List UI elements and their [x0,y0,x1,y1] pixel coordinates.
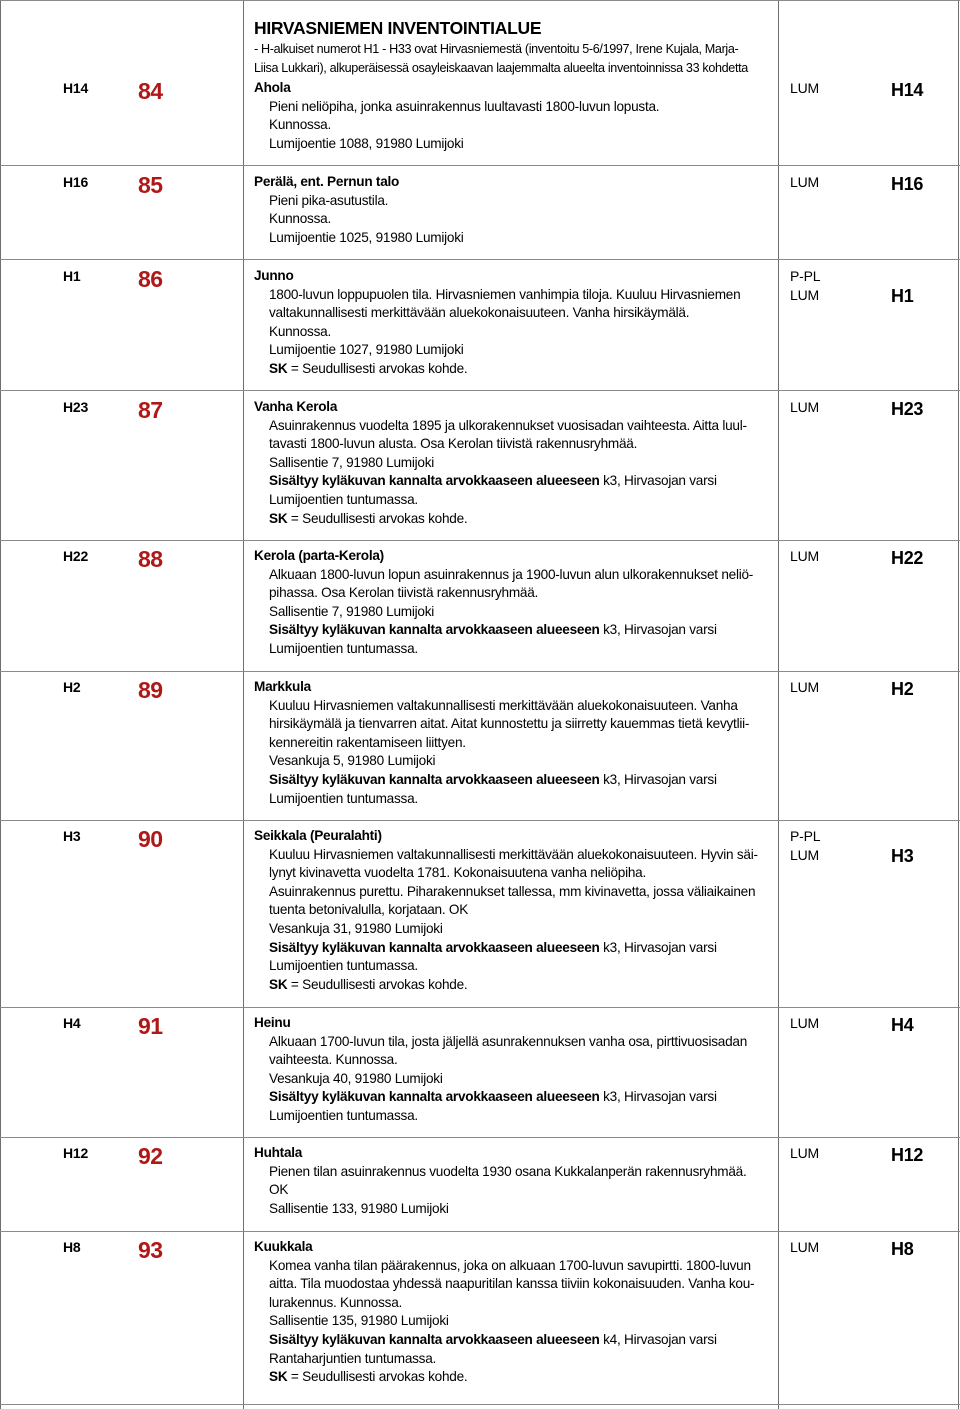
description-line: Vesankuja 40, 91980 Lumijoki [269,1070,443,1086]
area-code-right: H23 [891,399,924,419]
object-name: Markkula [254,679,311,694]
area-code: H14 [63,80,89,96]
area-code: H12 [63,1145,89,1161]
object-number: 84 [138,78,163,104]
row-divider [0,540,960,541]
section-header [254,16,768,77]
description-line: Asuinrakennus vuodelta 1895 ja ulkorakennukset vuosisadan vaihteesta. Aitta luul- [269,417,747,433]
object-number: 93 [138,1237,163,1263]
plan-class: LUM [790,1015,819,1031]
object-number: 86 [138,266,163,292]
area-code: H1 [63,268,81,284]
bold-lead: SK [269,510,288,526]
description-line: Lumijoentien tuntumassa. [269,640,418,656]
row-divider [0,390,960,391]
object-number: 87 [138,397,163,423]
description-line: Kuuluu Hirvasniemen valtakunnallisesti merkittävään aluekokonaisuuteen. Vanha [269,697,738,713]
description-line: SK = Seudullisesti arvokas kohde. [269,976,468,992]
area-code: H3 [63,828,81,844]
description-line: SK = Seudullisesti arvokas kohde. [269,1369,468,1385]
description-line: Sisältyy kyläkuvan kannalta arvokkaaseen alueeseen k3, Hirvasojan varsi [269,473,717,489]
description-line: hirsikäymälä ja tienvarren aitat. Aitat kunnostettu ja siirretty kauemmas tietä kevytlii- [269,716,750,732]
plan-class: LUM [790,174,819,190]
object-name: Kuukkala [254,1239,313,1254]
description-line: Pieni pika-asutustila. [269,192,389,208]
object-name: Seikkala (Peuralahti) [254,828,382,843]
description-line: Sallisentie 133, 91980 Lumijoki [269,1200,449,1216]
object-name: Perälä, ent. Pernun talo [254,174,400,189]
description-line: Sallisentie 7, 91980 Lumijoki [269,454,435,470]
description-line: Lumijoentie 1088, 91980 Lumijoki [269,135,464,151]
column-divider [778,0,779,1409]
description-line: pihassa. Osa Kerolan tiivistä rakennusryhmää. [269,585,539,601]
description-line: Sisältyy kyläkuvan kannalta arvokkaaseen alueeseen k3, Hirvasojan varsi [269,939,717,955]
area-code-right: H14 [891,80,924,100]
bold-lead: SK [269,360,288,376]
description-line: tavasti 1800-luvun alusta. Osa Kerolan tiivistä rakennusryhmää. [269,436,638,452]
plan-class: LUM [790,548,819,564]
description-line: tuenta betonivalulla, korjataan. OK [269,902,469,918]
plan-class: P-PL [790,828,821,844]
plan-class: LUM [790,399,819,415]
bold-lead: Sisältyy kyläkuvan kannalta arvokkaaseen alueeseen [269,771,600,787]
object-name: Huhtala [254,1145,303,1160]
table-border-right [958,0,959,1409]
object-description [254,173,768,247]
object-number: 91 [138,1013,163,1039]
description-line: Lumijoentie 1025, 91980 Lumijoki [269,229,464,245]
row-divider [0,820,960,821]
description-line: Sisältyy kyläkuvan kannalta arvokkaaseen alueeseen k4, Hirvasojan varsi [269,1331,717,1347]
description-line: lynyt kivinavetta vuodelta 1781. Kokonaisuutena vanha neliöpiha. [269,865,646,881]
description-line: Alkuaan 1700-luvun tila, josta jäljellä asunrakennuksen vanha osa, pirttivuosisadan [269,1033,748,1049]
description-line: Kunnossa. [269,211,331,227]
section-title: HIRVASNIEMEN INVENTOINTIALUE [254,18,542,38]
area-code: H2 [63,679,81,695]
description-line: Vesankuja 5, 91980 Lumijoki [269,753,436,769]
object-number: 85 [138,172,163,198]
description-line: aitta. Tila muodostaa yhdessä naapuritilan kanssa tiiviin kokonaisuuden. Vanha kou- [269,1276,755,1292]
object-description [254,267,768,379]
plan-class: LUM [790,846,819,863]
description-line: Lumijoentien tuntumassa. [269,1107,418,1123]
plan-class: LUM [790,1145,819,1161]
area-code-right: H2 [891,679,914,699]
bold-lead: Sisältyy kyläkuvan kannalta arvokkaaseen alueeseen [269,473,600,489]
area-code-right: H4 [891,1015,914,1035]
area-code-right: H22 [891,548,924,568]
description-line: SK = Seudullisesti arvokas kohde. [269,360,468,376]
plan-class: P-PL [790,268,821,284]
object-description [254,678,768,808]
object-name: Kerola (parta-Kerola) [254,548,384,563]
description-line: OK [269,1182,289,1198]
object-description [254,547,768,659]
section-subtitle-line-1: - H-alkuiset numerot H1 - H33 ovat Hirvasniemestä (inventoitu 5-6/1997, Irene Kujala, Marja- [254,42,739,56]
object-number: 89 [138,677,163,703]
bold-lead: SK [269,1369,288,1385]
object-number: 92 [138,1143,163,1169]
plan-class: LUM [790,286,819,303]
row-divider [0,1231,960,1232]
area-code: H16 [63,174,89,190]
description-line: Lumijoentien tuntumassa. [269,790,418,806]
table-border-bottom [0,1404,960,1405]
description-line: Sisältyy kyläkuvan kannalta arvokkaaseen alueeseen k3, Hirvasojan varsi [269,1089,717,1105]
description-line: Alkuaan 1800-luvun lopun asuinrakennus ja 1900-luvun alun ulkorakennukset neliö- [269,566,754,582]
object-description [254,1144,768,1218]
area-code: H23 [63,399,89,415]
row-divider [0,259,960,260]
object-name: Vanha Kerola [254,399,338,414]
object-description [254,1238,768,1387]
area-code-right: H12 [891,1145,924,1165]
description-line: Rantaharjuntien tuntumassa. [269,1350,437,1366]
description-line: Sisältyy kyläkuvan kannalta arvokkaaseen alueeseen k3, Hirvasojan varsi [269,771,717,787]
description-line: Pienen tilan asuinrakennus vuodelta 1930 osana Kukkalanperän rakennusryhmää. [269,1163,747,1179]
description-line: SK = Seudullisesti arvokas kohde. [269,510,468,526]
object-number: 88 [138,546,163,572]
description-line: Pieni neliöpiha, jonka asuinrakennus luultavasti 1800-luvun lopusta. [269,98,660,114]
row-divider [0,165,960,166]
area-code-right: H16 [891,174,924,194]
plan-class: LUM [790,1239,819,1255]
description-line: Asuinrakennus purettu. Piharakennukset tallessa, mm kivinavetta, jossa väliaikainen [269,883,756,899]
plan-class: LUM [790,679,819,695]
area-code-right: H3 [891,846,914,866]
description-line: Lumijoentien tuntumassa. [269,491,418,507]
description-line: Lumijoentien tuntumassa. [269,958,418,974]
plan-class: LUM [790,80,819,96]
object-name: Heinu [254,1015,291,1030]
description-line: valtakunnallisesti merkittävään aluekokonaisuuteen. Vanha hirsikäymälä. [269,305,690,321]
object-description [254,827,768,994]
description-line: vaihteesta. Kunnossa. [269,1052,398,1068]
object-name: Junno [254,268,294,283]
bold-lead: Sisältyy kyläkuvan kannalta arvokkaaseen alueeseen [269,622,600,638]
bold-lead: Sisältyy kyläkuvan kannalta arvokkaaseen alueeseen [269,1331,600,1347]
description-line: Sisältyy kyläkuvan kannalta arvokkaaseen alueeseen k3, Hirvasojan varsi [269,622,717,638]
description-line: lurakennus. Kunnossa. [269,1294,403,1310]
description-line: 1800-luvun loppupuolen tila. Hirvasniemen vanhimpia tiloja. Kuuluu Hirvasniemen [269,286,741,302]
description-line: Sallisentie 7, 91980 Lumijoki [269,603,435,619]
area-code: H8 [63,1239,81,1255]
object-number: 90 [138,826,163,852]
object-description [254,398,768,528]
description-line: Komea vanha tilan päärakennus, joka on alkuaan 1700-luvun savupirtti. 1800-luvun [269,1257,751,1273]
object-description [254,79,768,153]
description-line: Kunnossa. [269,117,331,133]
description-line: Sallisentie 135, 91980 Lumijoki [269,1313,449,1329]
area-code-right: H1 [891,286,914,306]
area-code: H22 [63,548,89,564]
row-divider [0,671,960,672]
bold-lead: Sisältyy kyläkuvan kannalta arvokkaaseen alueeseen [269,1089,600,1105]
table-border-left [0,0,1,1409]
table-border-top [0,0,960,1]
bold-lead: Sisältyy kyläkuvan kannalta arvokkaaseen alueeseen [269,939,600,955]
description-line: kennereitin rakentamiseen liittyen. [269,734,466,750]
object-description [254,1014,768,1126]
area-code-right: H8 [891,1239,914,1259]
section-subtitle-line-2: Liisa Lukkari), alkuperäisessä osayleiskaavan laajemmalta alueelta inventoinnissa 33 kohdetta [254,60,748,75]
row-divider [0,1137,960,1138]
bold-lead: SK [269,976,288,992]
row-divider [0,1007,960,1008]
area-code: H4 [63,1015,81,1031]
column-divider [243,0,244,1409]
description-line: Vesankuja 31, 91980 Lumijoki [269,920,443,936]
object-name: Ahola [254,80,291,95]
description-line: Kuuluu Hirvasniemen valtakunnallisesti merkittävään aluekokonaisuuteen. Hyvin säi- [269,846,758,862]
description-line: Lumijoentie 1027, 91980 Lumijoki [269,342,464,358]
description-line: Kunnossa. [269,323,331,339]
